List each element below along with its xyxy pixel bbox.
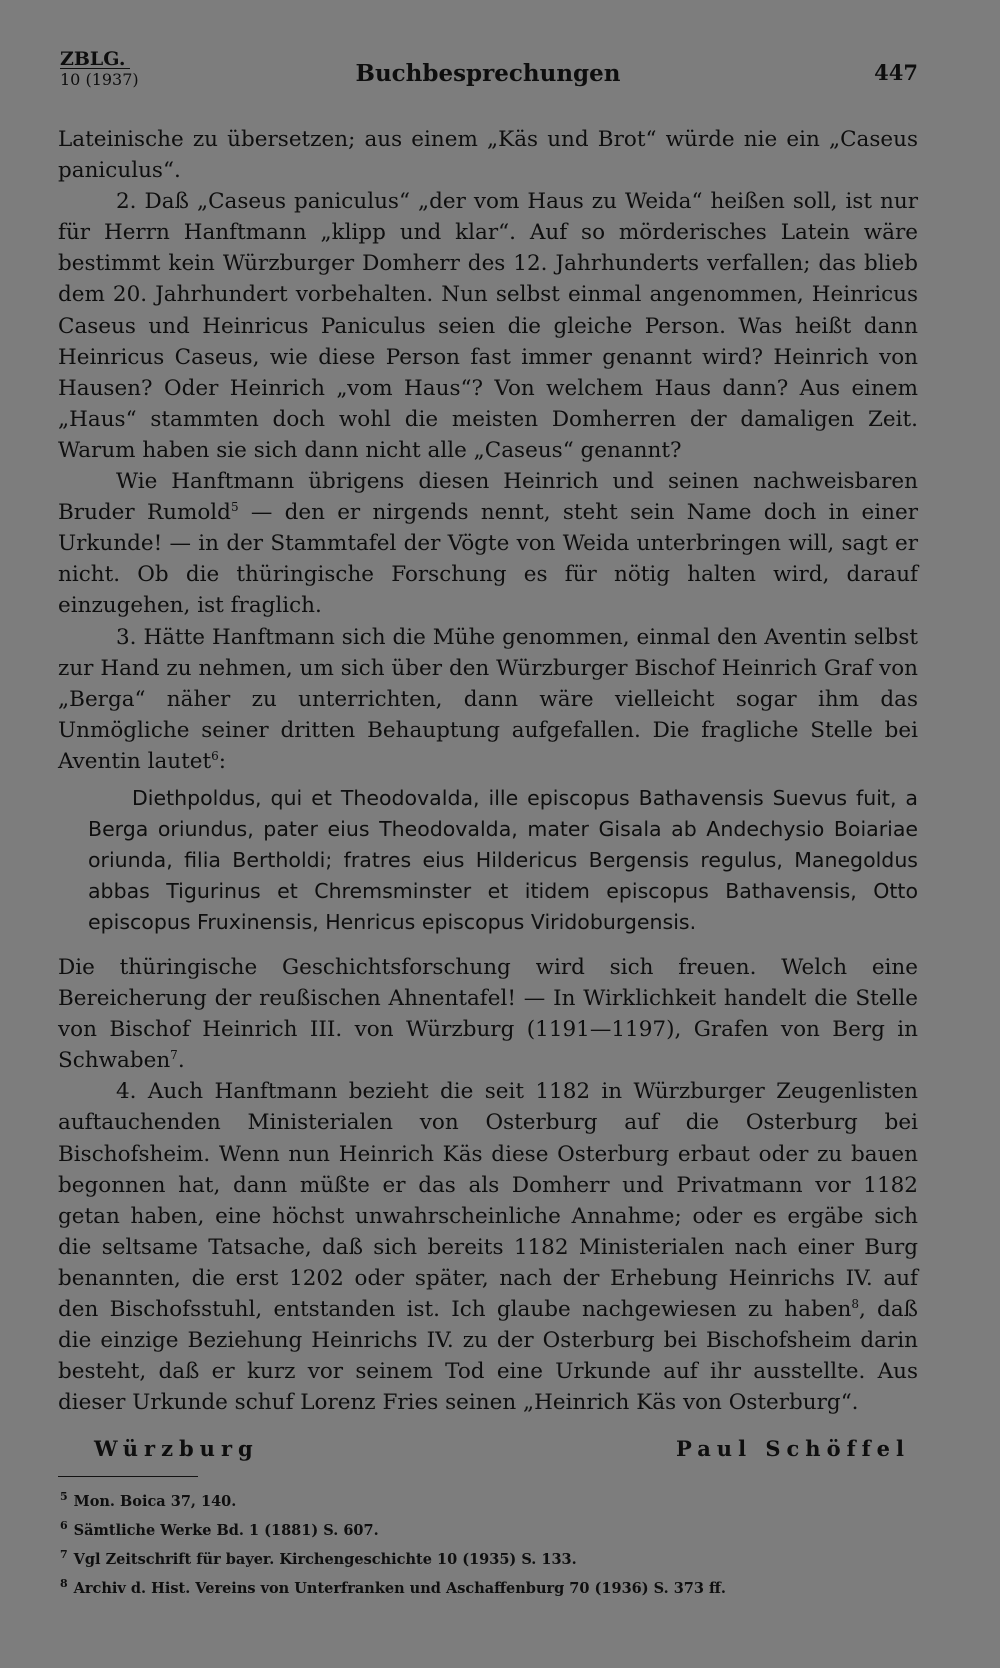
page-number: 447: [874, 60, 918, 85]
running-title: Buchbesprechungen: [355, 60, 621, 87]
running-header: [58, 50, 918, 98]
footnote-ref: 8: [851, 1296, 859, 1311]
footnote: $^5$ Mon. Boica 37, 140.: [60, 1490, 237, 1511]
signature-place: Würzburg: [94, 1436, 259, 1462]
footnote: $^6$ Sämtliche Werke Bd. 1 (1881) S. 607.: [60, 1519, 379, 1540]
paragraph-after-quote: Die thüringische Geschichtsforschung wird sich freuen. Welch eine Bereicherung der reußischen Ahnentafel! — In Wirklichkeit handelt die Stelle von Bischof Heinrich III. von Würzburg (1191—1197), Grafen von Berg in Schwaben$^7$.: [58, 954, 918, 1074]
footnote-ref: 6: [211, 748, 219, 763]
journal-volume-year: 10 (1937): [60, 70, 139, 89]
paragraph-point-3: 3. Hätte Hanftmann sich die Mühe genommen, einmal den Aventin selbst zur Hand zu nehmen, um sich über den Würzburger Bischof Heinrich Graf von „Berga“ näher zu unterrichten, dann wäre vielleicht sogar ihm das Unmögliche seiner dritten Behauptung aufgefallen. Die fragliche Stelle bei Aventin lautet$^6$:: [58, 624, 918, 774]
footnote-ref: 7: [170, 1048, 178, 1063]
signature-author: Paul Schöffel: [675, 1436, 910, 1462]
footnote: $^8$ Archiv d. Hist. Vereins von Unterfranken und Aschaffenburg 70 (1936) S. 373 ff.: [60, 1576, 726, 1597]
paragraph-point-4: 4. Auch Hanftmann bezieht die seit 1182 in Würzburger Zeugenlisten auftauchenden Ministerialen von Osterburg auf die Osterburg bei Bischofsheim. Wenn nun Heinrich Käs diese Osterburg erbaut oder zu bauen begonnen hat, dann müßte er das als Domherr und Privatmann vor 1182 getan haben, eine höchst unwahrscheinliche Annahme; oder es ergäbe sich die seltsame Tatsache, daß sich bereits 1182 Ministerialen nach einer Burg benannten, die erst 1202 oder später, nach der Erhebung Heinrichs IV. auf den Bischofsstuhl, entstanden ist. Ich glaube nachgewiesen zu haben$^8$, daß die einzige Beziehung Heinrichs IV. zu der Osterburg bei Bischofsheim darin besteht, daß er kurz vor seinem Tod eine Urkunde auf ihr ausstellte. Aus dieser Urkunde schuf Lorenz Fries seinen „Heinrich Käs von Osterburg“.: [58, 1079, 918, 1416]
article-body: [58, 124, 918, 1418]
journal-abbreviation: ZBLG.: [60, 50, 130, 69]
latin-quotation: Diethpoldus, qui et Theodovalda, ille episcopus Bathavensis Suevus fuit, a Berga oriundus, pater eius Theodovalda, mater Gisala ab Andechysio Boiariae oriunda, filia Bertholdi; fratres eius Hildericus Bergensis regulus, Manegoldus abbas Tigurinus et Chremsminster et itidem episcopus Bathavensis, Otto episcopus Fruxinensis, Henricus episcopus Viridoburgensis.: [88, 785, 918, 934]
footnote: $^7$ Vgl Zeitschrift für bayer. Kirchengeschichte 10 (1935) S. 133.: [60, 1548, 577, 1568]
paragraph-point-2: 2. Daß „Caseus paniculus“ „der vom Haus zu Weida“ heißen soll, ist nur für Herrn Hanftmann „klipp und klar“. Auf so mörderisches Latein wäre bestimmt kein Würzburger Domherr des 12. Jahrhunderts verfallen; das blieb dem 20. Jahrhundert vorbehalten. Nun selbst einmal angenommen, Heinricus Caseus und Heinricus Paniculus seien die gleiche Person. Was heißt dann Heinricus Caseus, wie diese Person fast immer genannt wird? Heinrich von Hausen? Oder Heinrich „vom Haus“? Von welchem Haus dann? Aus einem „Haus“ stammten doch wohl die meisten Domherren der damaligen Zeit. Warum haben sie sich dann nicht alle „Caseus“ genannt?: [58, 189, 918, 463]
paragraph-continuation: Lateinische zu übersetzen; aus einem „Käs und Brot“ würde nie ein „Caseus paniculus“.: [58, 127, 918, 184]
paragraph-rumold: Wie Hanftmann übrigens diesen Heinrich und seinen nachweisbaren Bruder Rumold$^5$ — den er nirgends nennt, steht sein Name doch in einer Urkunde! — in der Stammtafel der Vögte von Weida unterbringen will, sagt er nicht. Ob die thüringische Forschung es für nötig halten wird, darauf einzugehen, ist fraglich.: [58, 469, 918, 619]
page: [58, 50, 918, 1601]
signature-line: [58, 1432, 918, 1472]
footnote-ref: 5: [230, 499, 239, 514]
footnotes: [58, 1485, 918, 1600]
footnote-divider: [58, 1476, 198, 1477]
